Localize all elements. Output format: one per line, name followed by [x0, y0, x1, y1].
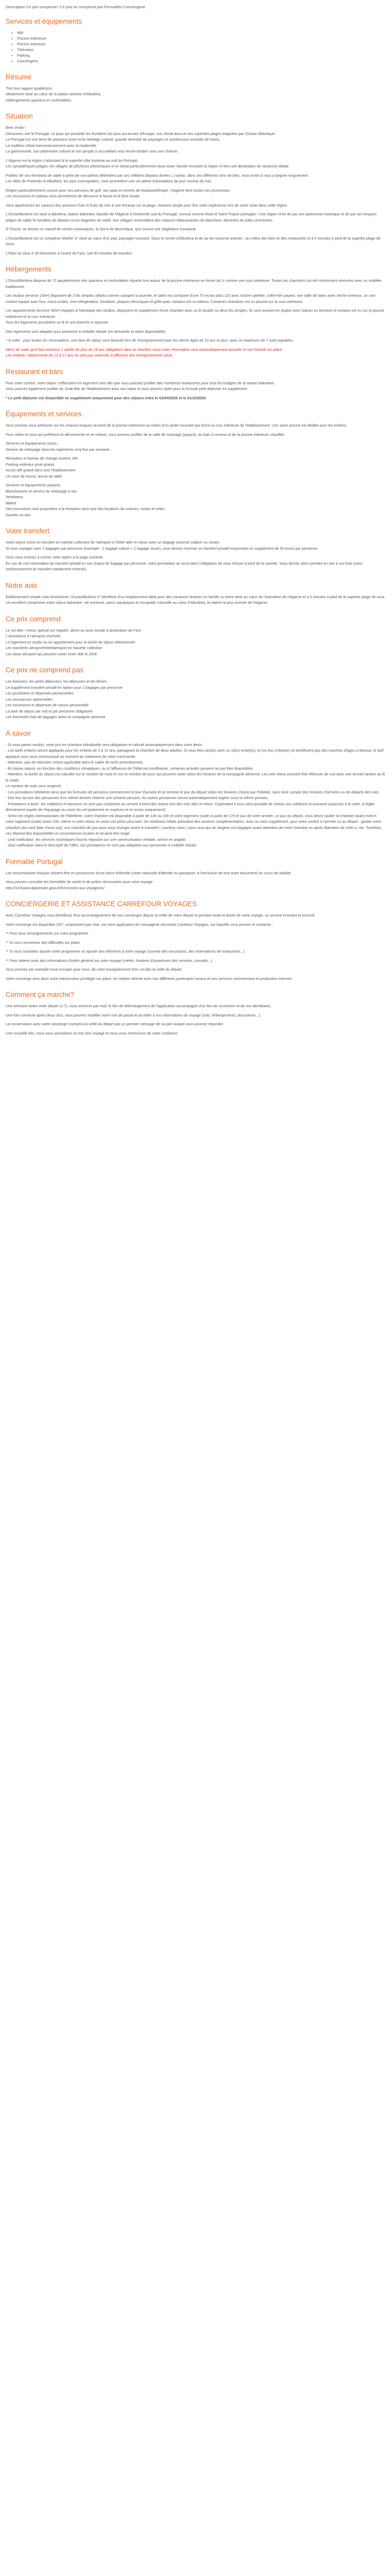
section-title-a-savoir: À savoir: [6, 729, 31, 737]
paragraph: ** Si vous souhaitez ajouter votre programme ou ajouter des éléments à votre voyage (comme des excursions, des réservations de restaurants...): [6, 949, 245, 954]
section-title-transfert: Votre transfert: [6, 527, 50, 535]
paragraph: Vous apprécierez les saveurs des poissons frais et fruits de mer à une terrasse sur la plage, moment simple pour finir votre expérience lors de votre visite dans cette région.: [6, 202, 288, 208]
section-title-resume: Résumé: [6, 73, 32, 81]
paragraph: Avec Carrefour Voyages vous bénéficiez d'un accompagnement de nos concierges depuis la veille de votre départ et pendant toute la durée de votre voyage, un service innovant et exclusif.: [6, 913, 316, 918]
paragraph: Les ressortissants français doivent être en possession d'une pièce d'identité (carte nationale d'identité ou passeport, à l'exclusion de tout autre document) en cours de validité.: [6, 870, 292, 875]
paragraph: ** Pour obtenir avoir des informations d'ordre général sur votre voyage (météo, horaires d'ouvertures des services, conseils...): [6, 958, 213, 963]
paragraph: À l'Ouest, se dresse un massif de roches volcaniques, la Serra de Monchique, que couvre une végétation luxuriante.: [6, 227, 197, 231]
paragraph: Services et équipements payants : Blanchisserie et service de nettoyage à sec Ventilateur Billard Des excursions sont proposées à la réception ainsi que des locations de voitures, motos et vélos Navette ou taxi: [6, 483, 165, 517]
breakfast-note: * Le petit déjeuner est disponible en supplément uniquement pour des séjours entre le 01/04/2026 et le 31/10/2026: [6, 395, 206, 400]
paragraph: Le vol aller / retour spécial sur régulier, direct ou avec escale à destination de Faro L'assistance à l'aéroport d'arrivée Le logement en studio ou en appartement pour la durée de séjour sélectionnée Les transferts aéroport/hôtel/aéroport en Navette collective Les taxes aéroport qui peuvent varier entre 30€ et 200€: [6, 628, 141, 656]
paragraph: L'Oura/Albufeira est un complexe hôtelier 3* situé au cœur d'un parc paysager luxuriant. Dans le centre d'Albufeira et de sa vie nocturne animée ; au milieu des bars et des restaurants et à 5 minutes à pied de la superbe plage de Oura.: [6, 235, 381, 246]
tax-note: * À noter : pour toutes les réservations, une taxe de séjour sera facturée lors de l'enregistrement pour les clients âgés de 13 ans et plus, avec un maximum de 7 nuits payables.: [6, 338, 294, 343]
paragraph: Les studios (environ 23m²) disposent de 2 lits simples utilisés comme canapés la journée, le salon est composé d'une TV écran plat LCD avec chaîne satellite, coffre-fort payant, une salle de bains avec sèche-cheveux, un coin cuisine équipé avec four, micro-ondes, mini-réfrigérateur, bouilloire, plaques électriques et grille-pain, certains ont un balcon. Certaines chambres ont vu piscine sur la cour intérieure.: [6, 293, 376, 304]
paragraph: Une semaine avant votre départ (J-7), vous recevrez par mail, le lien de téléchargement de l'application accompagné d'un lien de connexion et de vos identifiants.: [6, 1004, 271, 1008]
paragraph: Établissement simple mais fonctionnel, l'Oura/Albufeira 3* bénéficie d'un emplacement idéal pour des vacances festives en famille ou entre amis au cœur de l'animation de l'Algarve et à 5 minutes à pied de la superbe plage de oura. Un excellent compromis entre séjour balnéaire, vie nocturne, parcs aquatiques et escapade culturelle au cœur d'Albufeira, la station la plus animée de l'Algarve.: [6, 594, 385, 605]
breadcrumb[interactable]: Description Ce prix comprend / Ce prix ne comprend pas Formalités Conciergerie: [6, 5, 145, 9]
document: [0, 0, 391, 1036]
list-item: • Conciergerie: [17, 58, 385, 64]
paragraph: Vous vous inclinez à cocher cette option à la page suivante. En cas de non-réservation du transfert privatif en cas d'ajout de bagage par personne, notre prestataire se verra dans l'obligation de vous refuser à bord de la navette. Vous devrez alors prendre en taxi à vos frais (sans remboursement du transfert initialement réservé).: [6, 555, 363, 571]
section-title-situation: Situation: [6, 112, 33, 120]
paragraph: Une nouvelle fois, nous vous souhaitons un très bon voyage et nous vous remercions de votre confiance.: [6, 1030, 178, 1036]
paragraph: Des logements sont adaptés pour personne à mobilité réduite (en demande et selon disponibilité).: [6, 329, 167, 334]
section-title-services: Services et équipements: [6, 17, 82, 25]
list-item: • Piscine extérieure: [17, 36, 385, 41]
paragraph: Les appartements (environ 40m²) équipés à l'identique des studios, disposent en supplément d'une chambre avec un lit double ou deux lits simples. Ils sont souvent en duplex avec balcon ou terrasse et certains ont vu sur la piscine extérieure et la cour intérieure. Tous les logements possèdent un lit et une planche à repasser.: [6, 308, 384, 325]
services-list: [6, 30, 385, 64]
section-title-comment-ca-marche: Comment ça marche?: [6, 991, 74, 998]
paragraph: L'Oura/Albufeira dispose de 72 appartements très spacieux et confortables répartis tout autour de la piscine extérieure en forme de U comme une cour intérieure. Toutes les chambres ont été récemment rénovées avec un mobilier traditionnel.: [6, 278, 382, 289]
paragraph: Réception et bureau de change ouverts 24h Parking extérieur privé gratuit Accès wifi gratuit dans tout l'établissement Un court de tennis, tennis de table: [6, 456, 78, 479]
paragraph: Votre concierge sera alors votre interlocuteur privilégié sur place, en relation directe avec nos différents partenaires locaux et nos services commerciaux et production internes.: [6, 976, 293, 981]
section-title-restaurant: Restaurant et bars: [6, 367, 63, 376]
paragraph: Vous pourrez vous prélasser sur les chaises longues au bord de la piscine extérieure au milieu d'un jardin luxuriant qui forme la cour intérieure de l'établissement. Une autre piscine est dédiée pour les enfants.: [6, 423, 347, 428]
paragraph: L'Oura/Albufeira est situé à Albufeira, station balnéaire réputée de l'Algarve à l'extrémité sud du Portugal, connue comme étant le Saint-Tropez portugais ! Une région riche de par son patrimoine historique et de par ses longues plages de sable fin bordées de falaises ocres baignées de soleil. Ses villages ressemblent des maisons éblouissantes de blancheur, décorées de jolies cheminées.: [6, 212, 377, 223]
list-item: • Piscine intérieure: [17, 41, 385, 47]
paragraph: Région particulièrement connue pour ses parcours de golf, ses spas et centres de thalassothérapie, l'Algarve tient toutes ses promesses. Les excursions en bateau vous permettront de découvrir la faune et la flore locale.: [6, 188, 231, 198]
paragraph: Vous pouvez consulter les formalités de santé et de police nécessaires pour votre voyage : http://XXXwww.diplomatie.gouv.fr/fr/conseils-aux-voyageurs/: [6, 879, 155, 890]
paragraph: - Si vous partez seul(e), votre prix en chambre individuelle sera obligatoire et calculé automatiquement dans votre devis. - Les tarifs enfants seront appliqués pour les enfants de 2 à 12 ans, partageant la chambre de deux adultes. Si vous êtes seul(e) avec un (des) enfant(s), le (ou les) enfant(s) ne bénéficient pas des tranches d'âges ci-dessus, le tarif appliqué vous sera communiqué au moment du traitement de votre commande. - Attention, pas de réduction enfant applicable dans le cadre de tarifs promotionnels. - En basse saison, en fonction des conditions climatiques, ou à l'affluence de l'hôtel est insuffisante, certaines activités peuvent ne pas être disponibles. - Attention, la durée du séjour est calculée sur le nombre de nuits et non le nombre de jours qui peuvent varier selon les horaires de la compagnie aérienne. Les vols retour peuvent être effectuer de nuit avec une arrivée tardive au lit le matin. Le nombre de nuits sera respecté. - Les prestations hôtelières ainsi que les formules de pensions commencent le jour d'arrivée et se termine le jour du départ selon les horaires choisis par l'hôtelier, sans tenir compte des horaires d'arrivées ou de départs des vols. - Des lors qu'une des personnes d'un même dossier réserve une certaine pension, les autres personnes seront automatiquement logées sous la même pension. - Prestations à bord : les collations et boissons ne sont pas comprises au service à bord des avions lors des vols aller et retour. Cependant il vous sera possible de choisir vos collations et boissons proposés à la carte, à régler directement auprès de l'équipage au cours du vol (paiement en espèces et en euros uniquement). - Selon les règles internationales de l'hôtellerie, votre chambre est disponible à partir de 14h ou 15h et votre logement (suite) à partir de 17h le jour de votre arrivée. Le jour du départ, vous devez quitter la chambre avant midi et votre logement (suite) avant 10h, même si votre retour en avion est prévu plus tard. De nombreux hôtels prévoient des services complémentaires, avec ou sans supplément, pour votre confort à l'arrivée ou au départ : garder votre chambre plus tard (late check-out), une chambre de jour pour vous changer avant le transfert ( courtesy room ) pour ceux qui ne rangent vos bagages avant obtention de votre chambre ou après libération de celle-ci, etc. Toutefois, ces dépend des disponibilités et circonstances locales et ne peut être exigé. - Leal notification, les services touristiques fournis reposant sur une communication verbale, seront en anglais. - Seul notification dans le descriptif de l'offre, nos prestations ne sont pas adaptées aux personnes à mobilité réduite.: [6, 742, 385, 848]
section-title-prix-ne-comprend-pas: Ce prix ne comprend pas: [6, 666, 84, 674]
section-title-equipements: Équipements et services: [6, 410, 82, 418]
section-title-hebergements: Hébergements: [6, 265, 52, 273]
paragraph: Une fois connecté après deux clics, vous pourrez modifier votre mot de passe et accéder à vos informations de voyage (vols, hébergements, documents...).: [6, 1012, 261, 1018]
list-item: • Wifi: [17, 30, 385, 36]
section-title-avis: Notre avis: [6, 581, 37, 589]
section-title-formalite: Formalité Portugal: [6, 857, 63, 866]
paragraph: Très bon rapport qualité/prix. Idéalement situé au cœur de la station animée d'Albufeira. Hébergements spacieux et confortables.: [6, 86, 102, 103]
paragraph: Bem Vindo ! Découvrez vite le Portugal, ce pays qui possède les frontières les plus anciennes d'Europe, son climat doux et ses superbes plages baignées par l'Océan Atlantique. Le Portugal est une terre de passions entre riche héritage culturel, grande diversité de paysages et nombreuses activités de loisirs. La tradition côtoie harmonieusement avec la modernité. La gastronomie, son patrimoine culturel et son peuple si accueillant vous feront tomber sous son charme.: [6, 125, 276, 154]
list-item: • Télévision: [17, 47, 385, 53]
paragraph: La conversation avec votre concierge s'activera la veille du départ par un premier message de sa part auquel vous pourrez répondre.: [6, 1022, 224, 1026]
paragraph: Votre concierge est disponible 24/7, uniquement par chat, via votre application de messagerie sécurisée Carrefour Voyages, sur laquelle vous pouvez le contacter :: [6, 922, 273, 927]
list-item: • Parking: [17, 53, 385, 58]
paragraph: Profitez de ses étendues de sable à perte de vue parfois délimitées par ses célèbres falaises dorées. L'océan, dans ses différents tons de bleu, vous invite à vous y baigner longuement. Les villes de Portimão et Albufeira, les plus cosmopolites, vous promettent une vie pleine d'animations de jour comme de nuit.: [6, 173, 309, 183]
paragraph: ** Pour tous renseignements sur votre programme: [6, 931, 89, 936]
paragraph: Votre séjour inclut un transfert en navette collective de l'aéroport à l'hôtel aller et retour avec un bagage autorisé (cabine ou soute). Si vous voyagez avec 2 bagages par personne (exemple : 1 bagage cabine + 1 bagage soute), vous devrez réserver un transfert privatif moyennant un supplément de 50 euros par personne.: [6, 540, 318, 551]
paragraph: Vous pourrez par exemple nous occuper pour vous, de votre enregistrement d'en vol dès la veille du départ: [6, 967, 182, 972]
paragraph: L'Algarve est la région s'adossant à la superbe côte lusitanie au sud du Portugal. Les sympathiques plages, les villages de pêcheurs pittoresques et le climat particulièrement doux toute l'année écoutent la région et font une destination de vacances idéale.: [6, 158, 290, 168]
section-title-prix-comprend: Ce prix comprend: [6, 615, 61, 623]
warning-note: Merci de noter qu'il faut minimum 1 adulte de plus de 18 ans obligatoire dans la chambre sinon votre réservation sera automatiquement annulée et non honoré sur place Les enfants / adolescents de 13 à 17 ans ne sont pas autorisés à effectuer des enregistrements seuls.: [6, 347, 282, 358]
paragraph: Les boissons, les petits déjeuners, les déjeuners et les dîners Le supplément transfert privatif en option pour 2 bagages par personne Les pourboires et dépenses personnelles Les assurances optionnelles Les excursions et dépenses de nature personnelle La taxe de séjour par nuit et par personne obligatoire Les éventuels frais de bagages selon la compagnie aérienne: [6, 679, 123, 719]
paragraph: Pour votre confort, votre séjour s'effectuera en logement seul afin que vous puissiez profiter des nombreux restaurants pour tous les budgets de la station balnéaire. Vous pourrez également profiter du Snak-Bar de l'établissement pour vos repas et vous pourrez opter pour la formule petit déjeuner en supplément.: [6, 380, 275, 391]
paragraph: Services et équipements inclus : Service de nettoyage dans les logements cinq fois par semaine: [6, 441, 110, 452]
paragraph: Pour celles et ceux qui préfèrent se déconnecter et se relaxer, vous pourrez profiter de la salle de massage (payant), du bain à remous et de la piscine intérieure chauffée.: [6, 432, 286, 437]
paragraph: L'hôtel se situe à 39 kilomètres à l'ouest de Faro, soit 40 minutes de transfert.: [6, 250, 133, 256]
paragraph: ** Si vous rencontrez des difficultés sur place: [6, 940, 80, 945]
section-title-conciergerie: CONCIERGERIE ET ASSISTANCE CARREFOUR VOYAGES: [6, 900, 197, 908]
